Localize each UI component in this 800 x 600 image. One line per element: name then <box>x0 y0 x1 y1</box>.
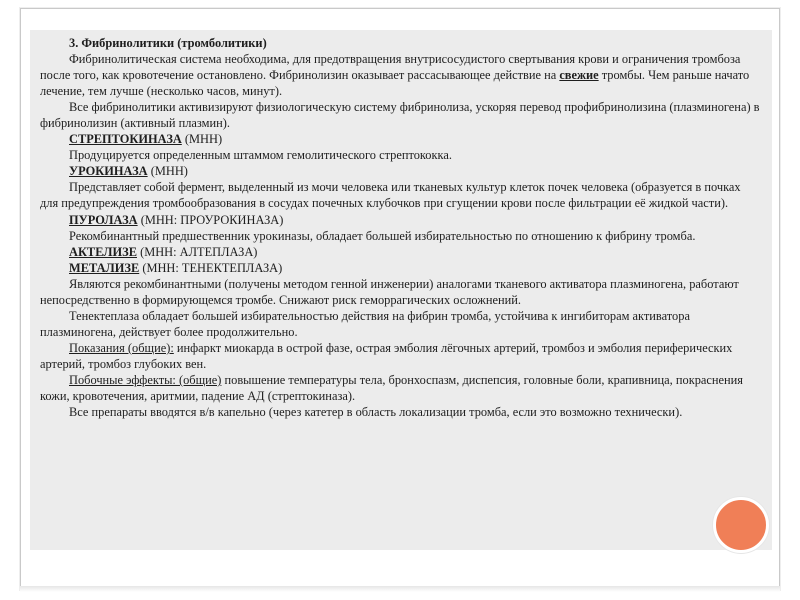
drug-name: УРОКИНАЗА <box>69 164 148 179</box>
drug-inn: (МНН: ПРОУРОКИНАЗА) <box>137 212 284 227</box>
tenecteplase-description: Тенектеплаза обладает большей избирательностью действия на фибрин тромба, устойчива к ингибиторам активатора плазминогена, действует более продолжительно. <box>40 308 690 339</box>
drug-streptokinase-description: Продуцируется определенным штаммом гемолитического стрептококка. <box>69 148 452 163</box>
side-effects-label: Побочные эффекты: (общие) <box>69 372 222 387</box>
drug-inn: (МНН: АЛТЕПЛАЗА) <box>136 244 258 259</box>
side-effects-text: повышение температуры тела, бронхоспазм, диспепсия, головные боли, крапивница, покраснения кожи, кровотечения, аритмии, падение АД (стрептокиназа). <box>40 372 743 404</box>
paragraph-fibrinolytic-system <box>40 51 760 99</box>
drug-metalyse-title <box>40 260 760 276</box>
section-heading: 3. Фибринолитики (тромболитики) <box>69 36 267 50</box>
accent-circle <box>713 497 769 553</box>
p1-emphasis: свежие <box>559 68 599 83</box>
drug-name: МЕТАЛИЗЕ <box>69 260 140 275</box>
side-effects-paragraph <box>40 372 760 404</box>
drug-streptokinase-title <box>40 131 760 147</box>
p1-text-end: тромбы. Чем раньше начато лечение, тем лучше (несколько часов, минут). <box>40 68 750 99</box>
indications-text: инфаркт миокарда в острой фазе, острая эмболия лёгочных артерий, тромбоз и эмболия периферических артерий, тромбоз глубоких вен. <box>40 340 733 371</box>
drug-inn: (МНН) <box>181 132 223 147</box>
drug-actilyse-title <box>40 244 760 260</box>
slide-content-panel <box>30 30 772 550</box>
drug-urokinase-title <box>40 163 760 179</box>
drug-urokinase-description: Представляет собой фермент, выделенный из мочи человека или тканевых культур клеток почек человека (образуется в почках для предупреждения тромбообразования в сосудах почечных клубочков при сгущении крови после фильтрации её жидкой части). <box>40 180 741 211</box>
indications-label: Показания (общие): <box>69 340 174 355</box>
recombinant-description: Являются рекомбинантными (получены методом генной инженерии) аналогами тканевого активатора плазминогена, работают непосредственно в формирующемся тромбе. Снижают риск геморрагических осложнений. <box>40 276 739 307</box>
administration-paragraph: Все препараты вводятся в/в капельно (через катетер в область локализации тромба, если это возможно технически). <box>69 405 683 420</box>
drug-inn: (МНН: ТЕНЕКТЕПЛАЗА) <box>139 260 283 275</box>
drug-name: СТРЕПТОКИНАЗА <box>69 132 182 147</box>
drug-inn: (МНН) <box>147 164 188 179</box>
slide-frame-shadow <box>20 586 780 592</box>
p1-text-start: Фибринолитическая система необходима, для предотвращения внутрисосудистого свертывания крови и ограничения тромбоза после того, как кровотечение остановлено. Фибринолизин оказывает рассасывающее действие на <box>40 52 741 83</box>
drug-purolase-description: Рекомбинантный предшественник урокиназы, обладает большей избирательностью по отношению к фибрину тромба. <box>69 228 696 243</box>
drug-name: ПУРОЛАЗА <box>69 212 138 227</box>
paragraph-mechanism: Все фибринолитики активизируют физиологическую систему фибринолиза, ускоряя перевод профибринолизина (плазминогена) в фибринолизин (активный плазмин). <box>40 100 760 131</box>
indications-paragraph <box>40 340 760 372</box>
drug-purolase-title <box>40 212 760 228</box>
drug-name: АКТЕЛИЗЕ <box>69 244 137 259</box>
